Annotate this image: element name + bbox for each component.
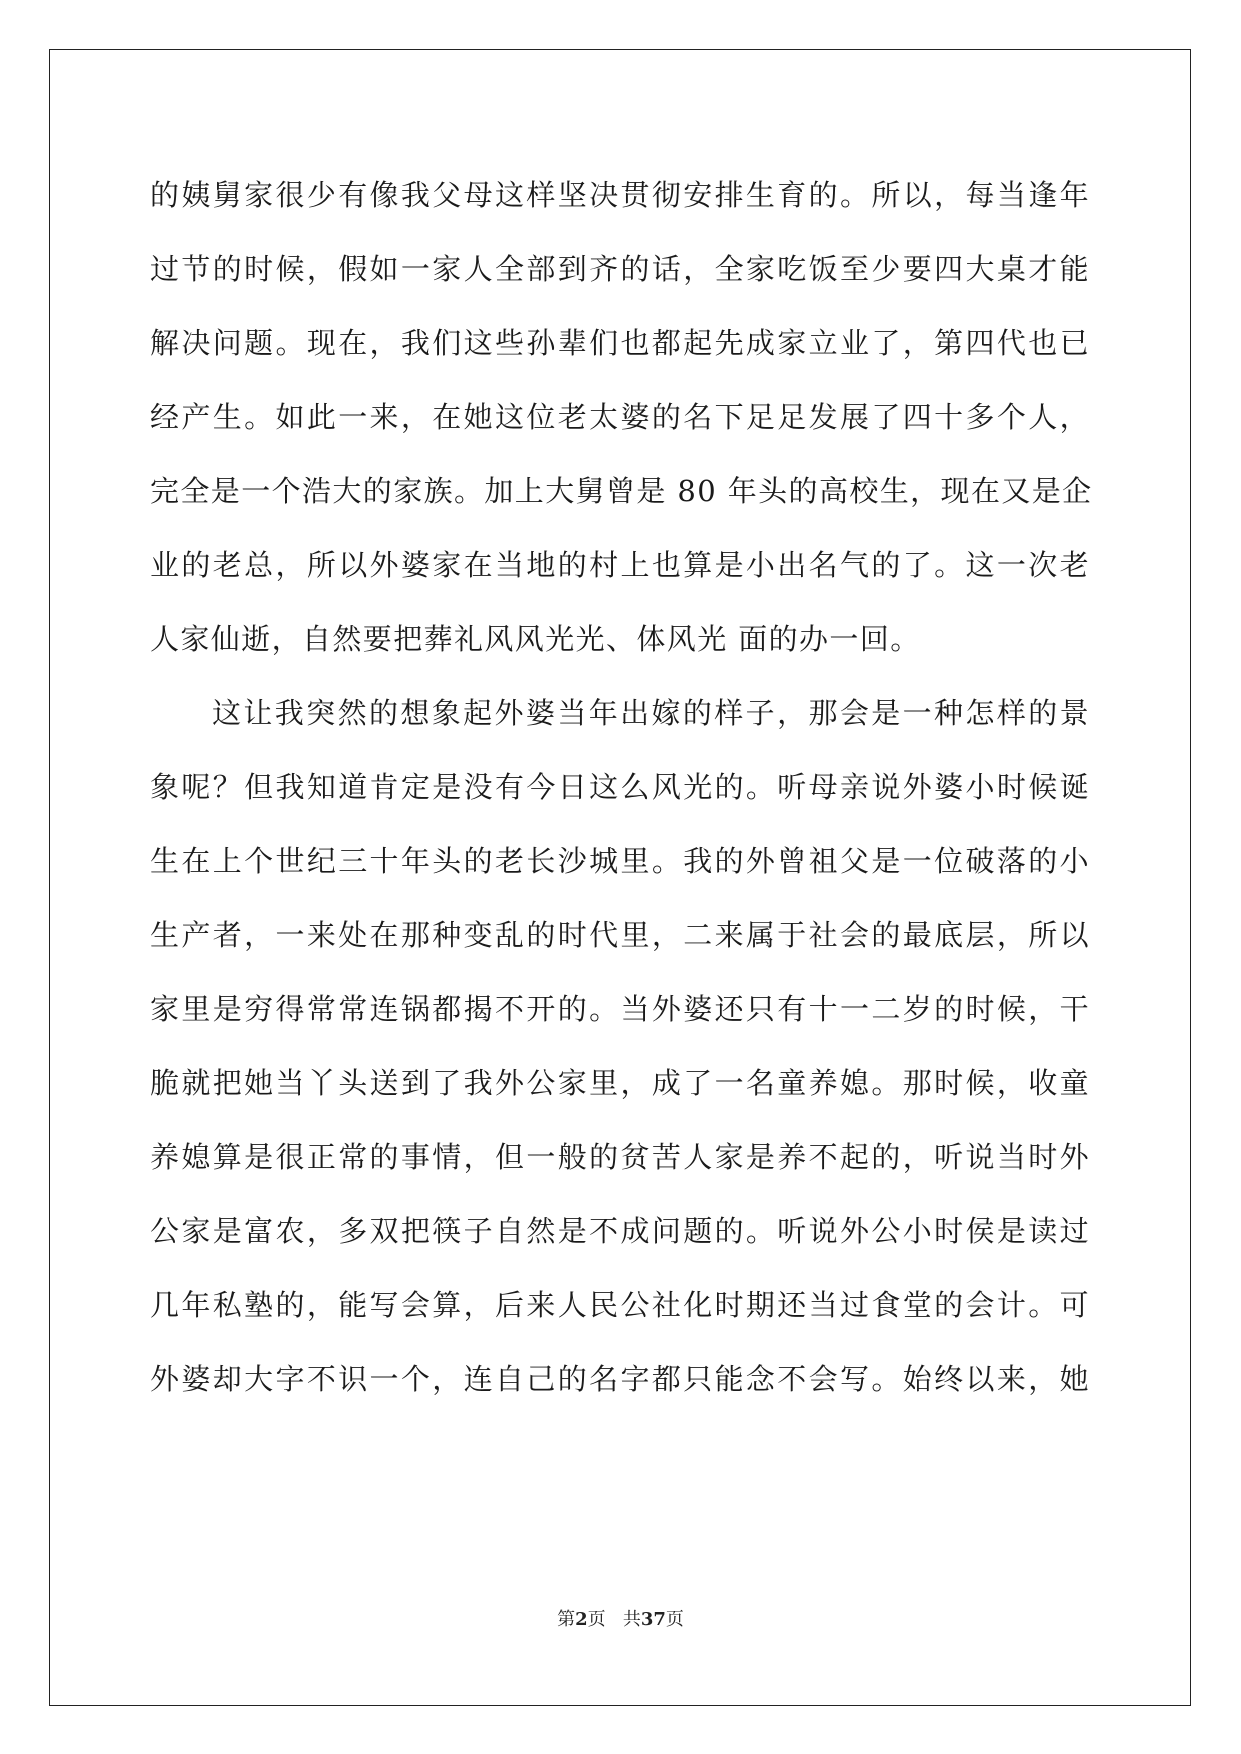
text-line: 完全是一个浩大的家族。加上大舅曾是 80 年头的高校生，现在又是企: [150, 474, 1093, 508]
text-line: 生在上个世纪三十年头的老长沙城里。我的外曾祖父是一位破落的小: [150, 844, 1090, 878]
document-body: [150, 158, 1093, 1416]
text-line: 的姨舅家很少有像我父母这样坚决贯彻安排生育的。所以，每当逢年: [150, 178, 1090, 212]
text-line: 外婆却大字不识一个，连自己的名字都只能念不会写。始终以来，她: [150, 1362, 1090, 1396]
text-line: 解决问题。现在，我们这些孙辈们也都起先成家立业了，第四代也已: [150, 326, 1090, 360]
footer-prefix: 第: [557, 1609, 576, 1630]
text-line: 脆就把她当丫头送到了我外公家里，成了一名童养媳。那时候，收童: [150, 1066, 1090, 1100]
page-number: 2: [575, 1609, 588, 1630]
paragraph-2: [150, 676, 1090, 1416]
text-line: 生产者，一来处在那种变乱的时代里，二来属于社会的最底层，所以: [150, 918, 1090, 952]
total-pages: 37: [640, 1609, 666, 1630]
text-line: 养媳算是很正常的事情，但一般的贫苦人家是养不起的，听说当时外: [150, 1140, 1090, 1174]
text-line: 象呢？但我知道肯定是没有今日这么风光的。听母亲说外婆小时候诞: [150, 770, 1090, 804]
text-line: 人家仙逝，自然要把葬礼风风光光、体风光 面的办一回。: [150, 622, 921, 656]
page-footer: [0, 1605, 1241, 1631]
paragraph-1: [150, 158, 1093, 676]
text-line: 家里是穷得常常连锅都揭不开的。当外婆还只有十一二岁的时候，干: [150, 992, 1090, 1026]
text-line: 几年私塾的，能写会算，后来人民公社化时期还当过食堂的会计。可: [150, 1288, 1090, 1322]
text-line: 公家是富农，多双把筷子自然是不成问题的。听说外公小时侯是读过: [150, 1214, 1090, 1248]
footer-page-suffix: 页: [587, 1609, 606, 1630]
footer-gap: [606, 1609, 623, 1630]
footer-total-suffix: 页: [665, 1609, 684, 1630]
text-line: 这让我突然的想象起外婆当年出嫁的样子，那会是一种怎样的景: [212, 696, 1090, 730]
text-line: 过节的时候，假如一家人全部到齐的话，全家吃饭至少要四大桌才能: [150, 252, 1090, 286]
text-line: 经产生。如此一来，在她这位老太婆的名下足足发展了四十多个人，: [150, 400, 1090, 434]
text-line: 业的老总，所以外婆家在当地的村上也算是小出名气的了。这一次老: [150, 548, 1090, 582]
footer-total-prefix: 共: [622, 1609, 641, 1630]
